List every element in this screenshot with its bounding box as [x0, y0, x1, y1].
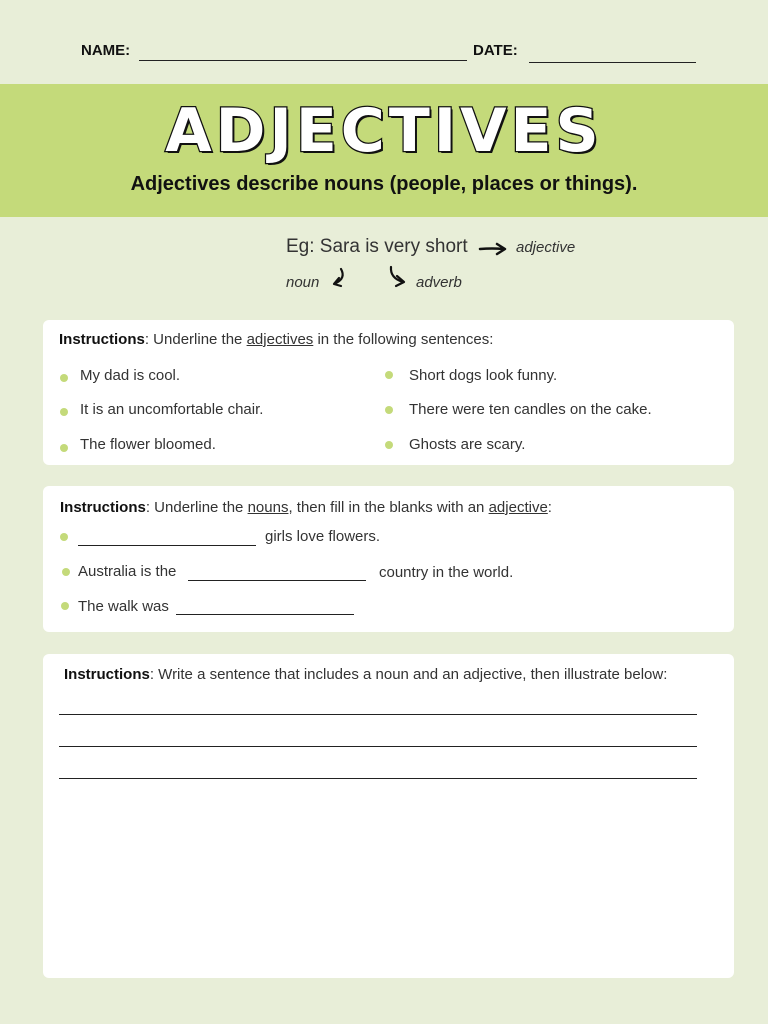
sentence-text: country in the world.: [379, 564, 514, 581]
blank-field[interactable]: [176, 614, 354, 615]
list-item: My dad is cool.: [80, 367, 181, 384]
list-item: Short dogs look funny.: [409, 367, 558, 384]
bullet-icon: [60, 408, 68, 416]
bullet-icon: [385, 371, 393, 379]
writing-line[interactable]: [59, 778, 697, 779]
writing-illustration-card: [43, 654, 734, 978]
section2-instructions: Instructions: Underline the nouns, then fill in the blanks with an adjective:: [60, 499, 552, 516]
name-label: NAME:: [81, 42, 131, 59]
sentence-text: Australia is the: [78, 563, 177, 580]
sentence-text: The walk was: [78, 598, 169, 615]
list-item: There were ten candles on the cake.: [409, 401, 652, 418]
list-item: Ghosts are scary.: [409, 436, 526, 453]
curved-arrow-icon: [326, 266, 348, 290]
bullet-icon: [61, 602, 69, 610]
page-subtitle: Adjectives describe nouns (people, places or things).: [130, 173, 638, 195]
bullet-icon: [62, 568, 70, 576]
bullet-icon: [60, 374, 68, 382]
page-title: ADJECTIVES: [165, 96, 603, 166]
date-field[interactable]: [529, 62, 696, 63]
example-sentence: Eg: Sara is very short: [286, 236, 468, 257]
list-item: The flower bloomed.: [80, 436, 216, 453]
bullet-icon: [60, 533, 68, 541]
writing-line[interactable]: [59, 746, 697, 747]
blank-field[interactable]: [78, 545, 256, 546]
name-field[interactable]: [139, 60, 467, 61]
bullet-icon: [60, 444, 68, 452]
date-label: DATE:: [473, 42, 518, 59]
bullet-icon: [385, 441, 393, 449]
noun-annotation: noun: [286, 274, 320, 291]
list-item: It is an uncomfortable chair.: [80, 401, 264, 418]
curved-arrow-icon: [386, 264, 410, 290]
section3-instructions: Instructions: Write a sentence that includes a noun and an adjective, then illustrate below:: [64, 666, 668, 683]
bullet-icon: [385, 406, 393, 414]
adverb-annotation: adverb: [416, 274, 462, 291]
writing-line[interactable]: [59, 714, 697, 715]
arrow-right-icon: [478, 240, 508, 256]
adjective-annotation: adjective: [516, 239, 576, 256]
blank-field[interactable]: [188, 580, 366, 581]
sentence-text: girls love flowers.: [265, 528, 381, 545]
section1-instructions: Instructions: Underline the adjectives in the following sentences:: [59, 331, 494, 348]
